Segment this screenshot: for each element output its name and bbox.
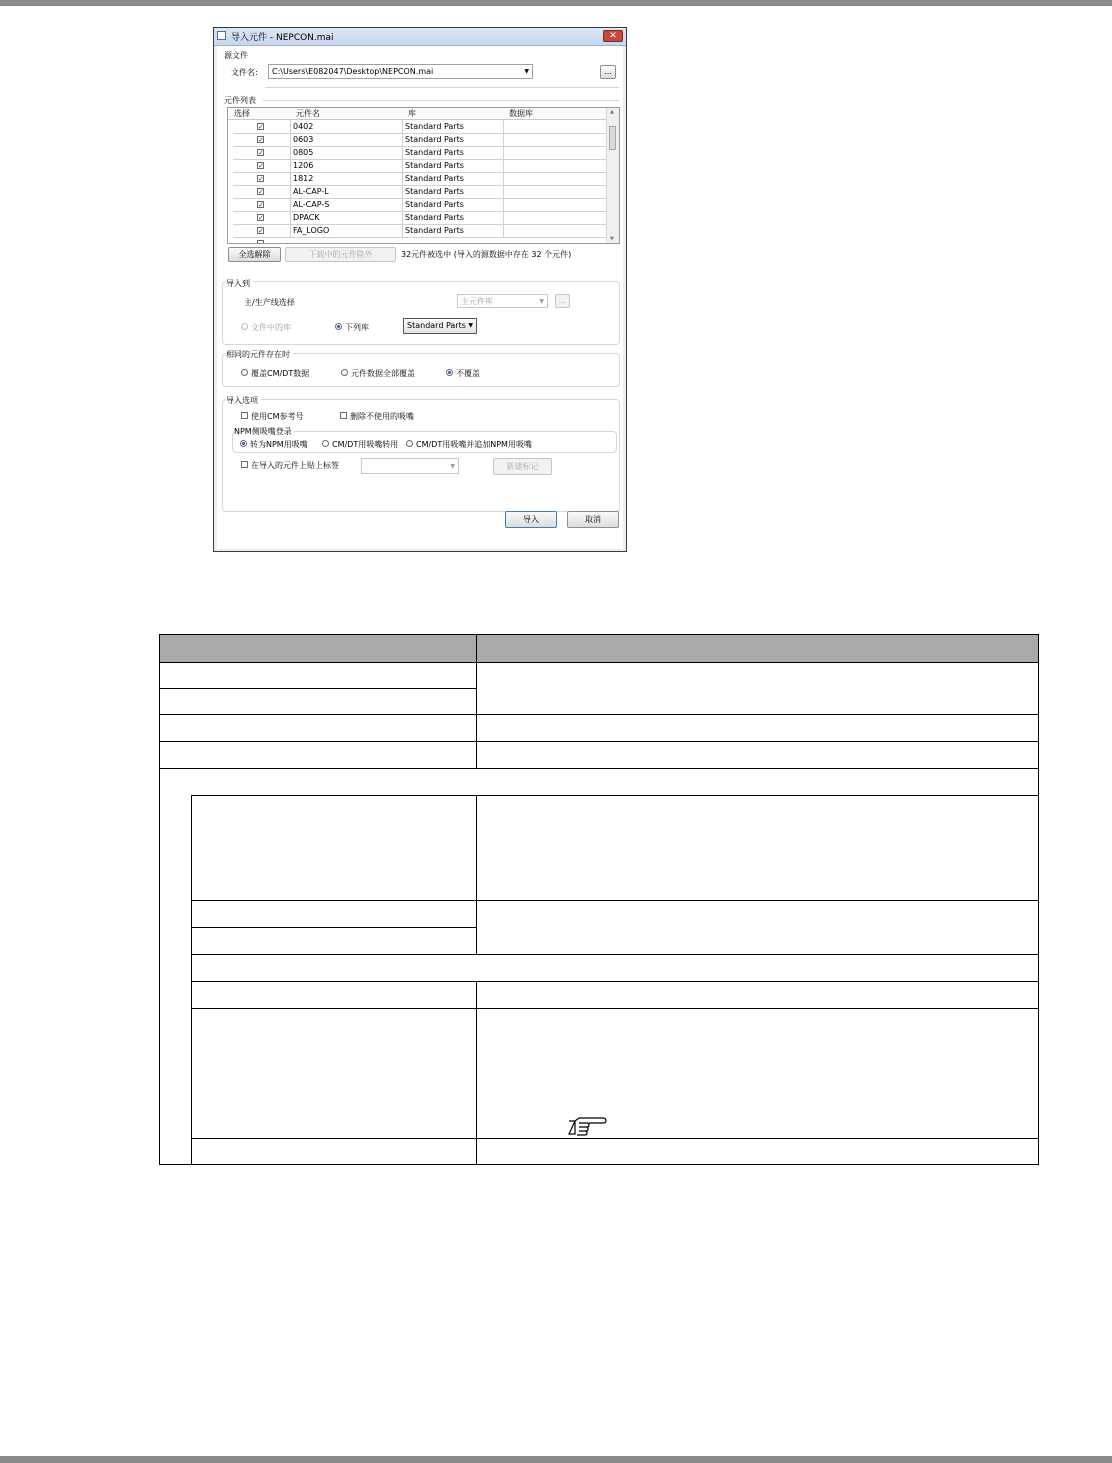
cancel-button[interactable]: 取消 bbox=[567, 511, 619, 528]
row-line bbox=[191, 981, 1038, 982]
indent-divider bbox=[191, 795, 192, 1165]
exclude-selected-button[interactable]: 下载中的元件除外 bbox=[285, 247, 396, 262]
row-line bbox=[191, 900, 1038, 901]
radio-no-overwrite-label: 不覆盖 bbox=[456, 369, 480, 378]
radio-npm-convert-label: 转为NPM用吸嘴 bbox=[250, 440, 308, 449]
row-col-divider bbox=[503, 133, 504, 146]
chevron-down-icon: ▼ bbox=[539, 298, 544, 305]
row-select-checkbox[interactable]: ✓ bbox=[258, 149, 264, 157]
component-list-header bbox=[228, 108, 608, 120]
header-library: 库 bbox=[408, 109, 416, 118]
radio-no-overwrite[interactable] bbox=[446, 369, 453, 376]
master-library-value: 主元件库 bbox=[461, 297, 493, 306]
component-row[interactable] bbox=[233, 237, 606, 244]
browse-master-button[interactable]: ... bbox=[555, 294, 570, 308]
tag-label: 在导入的元件上贴上标签 bbox=[251, 461, 339, 470]
row-col-divider bbox=[503, 224, 504, 237]
component-name-cell: FA_LOGO bbox=[293, 226, 330, 235]
row-col-divider bbox=[290, 198, 291, 211]
dialog-body bbox=[217, 46, 623, 549]
select-all-clear-button[interactable]: 全选解除 bbox=[228, 247, 281, 262]
component-row[interactable] bbox=[233, 198, 606, 212]
radio-following-library[interactable] bbox=[335, 323, 342, 330]
close-button[interactable] bbox=[603, 30, 623, 42]
delete-unused-nozzle-label: 删除不使用的吸嘴 bbox=[350, 412, 414, 421]
scroll-up-icon[interactable]: ▲ bbox=[610, 109, 614, 115]
scroll-down-icon[interactable]: ▼ bbox=[610, 236, 614, 242]
row-line bbox=[160, 741, 1038, 742]
tag-combo[interactable] bbox=[361, 458, 459, 474]
row-col-divider bbox=[290, 146, 291, 159]
row-col-divider bbox=[290, 224, 291, 237]
row-line bbox=[160, 768, 1038, 769]
row-col-divider bbox=[402, 224, 403, 237]
row-select-checkbox[interactable]: ✓ bbox=[258, 201, 264, 209]
new-tag-button[interactable]: 新建标记 bbox=[493, 458, 552, 475]
row-col-divider bbox=[402, 120, 403, 133]
library-cell: Standard Parts bbox=[405, 135, 464, 144]
library-cell: Standard Parts bbox=[405, 161, 464, 170]
row-line bbox=[160, 688, 476, 689]
component-row[interactable] bbox=[233, 172, 606, 186]
dialog-title: 导入元件 - NEPCON.mai bbox=[231, 33, 334, 43]
radio-cm-dt-append[interactable] bbox=[406, 440, 413, 447]
row-select-checkbox[interactable] bbox=[257, 240, 264, 244]
row-line bbox=[191, 795, 1038, 796]
library-cell: Standard Parts bbox=[405, 226, 464, 235]
file-name-label: 文件名: bbox=[231, 68, 258, 77]
reference-table-header bbox=[160, 635, 1038, 663]
component-row[interactable] bbox=[233, 133, 606, 147]
row-col-divider bbox=[503, 211, 504, 224]
close-icon: ✕ bbox=[609, 31, 617, 41]
selection-status: 32元件被选中 (导入的源数据中存在 32 个元件) bbox=[401, 250, 572, 259]
row-col-divider bbox=[402, 133, 403, 146]
chevron-down-icon: ▼ bbox=[450, 463, 455, 470]
use-cm-ref-label: 使用CM参考号 bbox=[251, 412, 304, 421]
radio-npm-convert[interactable] bbox=[240, 440, 247, 447]
component-row[interactable] bbox=[233, 146, 606, 160]
component-row[interactable] bbox=[233, 224, 606, 238]
radio-following-library-label: 下列库 bbox=[345, 323, 369, 332]
chevron-down-icon: ▼ bbox=[468, 322, 473, 329]
row-col-divider bbox=[503, 172, 504, 185]
component-row[interactable] bbox=[233, 185, 606, 199]
header-database: 数据库 bbox=[509, 109, 533, 118]
component-row[interactable] bbox=[233, 211, 606, 225]
row-line bbox=[191, 927, 476, 928]
radio-cm-dt-reuse-label: CM/DT用吸嘴转用 bbox=[332, 440, 399, 449]
bottom-rule bbox=[0, 1456, 1112, 1463]
header-component-name: 元件名 bbox=[296, 109, 320, 118]
component-name-cell: AL-CAP-L bbox=[293, 187, 329, 196]
row-select-checkbox[interactable]: ✓ bbox=[258, 175, 264, 183]
top-rule bbox=[0, 0, 1112, 6]
row-col-divider bbox=[290, 159, 291, 172]
component-list-section-label: 元件列表 bbox=[224, 96, 256, 105]
row-line bbox=[160, 714, 1038, 715]
row-select-checkbox[interactable]: ✓ bbox=[258, 188, 264, 196]
radio-file-library[interactable] bbox=[241, 323, 248, 330]
row-col-divider bbox=[402, 172, 403, 185]
same-component-section-label: 相同的元件存在时 bbox=[226, 349, 293, 360]
component-name-cell: 0603 bbox=[293, 135, 314, 144]
row-select-checkbox[interactable]: ✓ bbox=[258, 162, 264, 170]
source-file-section-label: 源文件 bbox=[224, 51, 248, 60]
row-col-divider bbox=[290, 211, 291, 224]
column-divider bbox=[476, 635, 477, 768]
row-col-divider bbox=[290, 185, 291, 198]
row-col-divider bbox=[402, 211, 403, 224]
chevron-down-icon: ▼ bbox=[524, 68, 529, 75]
pointing-hand-icon bbox=[565, 1115, 607, 1137]
import-to-section-label: 导入到 bbox=[226, 278, 253, 289]
radio-overwrite-all-label: 元件数据全部覆盖 bbox=[351, 369, 415, 378]
import-button[interactable]: 导入 bbox=[505, 511, 557, 528]
tag-checkbox[interactable] bbox=[241, 461, 248, 468]
divider bbox=[265, 87, 619, 88]
row-col-divider bbox=[290, 120, 291, 133]
row-col-divider bbox=[402, 159, 403, 172]
row-select-checkbox[interactable]: ✓ bbox=[258, 136, 264, 144]
row-col-divider bbox=[290, 172, 291, 185]
row-col-divider bbox=[503, 146, 504, 159]
row-select-checkbox[interactable]: ✓ bbox=[258, 123, 264, 131]
use-cm-ref-checkbox[interactable] bbox=[241, 412, 248, 419]
row-col-divider bbox=[402, 185, 403, 198]
browse-file-button[interactable]: ... bbox=[600, 65, 616, 79]
row-select-checkbox[interactable]: ✓ bbox=[258, 227, 264, 235]
column-divider bbox=[476, 795, 477, 954]
library-cell: Standard Parts bbox=[405, 122, 464, 131]
row-col-divider bbox=[503, 185, 504, 198]
component-name-cell: AL-CAP-S bbox=[293, 200, 330, 209]
import-options-section-label: 导入选项 bbox=[226, 395, 261, 406]
library-cell: Standard Parts bbox=[405, 148, 464, 157]
component-list-table[interactable] bbox=[227, 107, 620, 244]
row-select-checkbox[interactable]: ✓ bbox=[258, 214, 264, 222]
component-name-cell: 0402 bbox=[293, 122, 314, 131]
header-select: 选择 bbox=[234, 109, 250, 118]
row-col-divider bbox=[503, 159, 504, 172]
row-col-divider bbox=[503, 198, 504, 211]
delete-unused-nozzle-checkbox[interactable] bbox=[340, 412, 347, 419]
row-col-divider bbox=[503, 120, 504, 133]
import-to-group bbox=[222, 281, 620, 345]
library-cell: Standard Parts bbox=[405, 174, 464, 183]
component-name-cell: 1812 bbox=[293, 174, 314, 183]
list-scrollbar[interactable] bbox=[606, 108, 619, 243]
radio-file-library-label: 文件中的库 bbox=[251, 323, 291, 332]
component-name-cell: 1206 bbox=[293, 161, 314, 170]
component-row[interactable] bbox=[233, 120, 606, 134]
row-line bbox=[191, 954, 1038, 955]
radio-overwrite-cm-dt[interactable] bbox=[241, 369, 248, 376]
app-icon bbox=[217, 31, 226, 40]
radio-cm-dt-reuse[interactable] bbox=[322, 440, 329, 447]
radio-overwrite-cm-dt-label: 覆盖CM/DT数据 bbox=[251, 369, 310, 378]
reference-table bbox=[159, 634, 1039, 1165]
title-bar[interactable] bbox=[214, 28, 626, 46]
row-line bbox=[191, 1138, 1038, 1139]
component-name-cell: 0805 bbox=[293, 148, 314, 157]
file-path-combo[interactable] bbox=[268, 64, 533, 79]
divider bbox=[263, 100, 619, 101]
npm-nozzle-label: NPM侧吸嘴登录 bbox=[234, 427, 292, 436]
row-col-divider bbox=[402, 198, 403, 211]
master-line-label: 主/生产线选择 bbox=[244, 298, 295, 307]
library-cell: Standard Parts bbox=[405, 187, 464, 196]
component-row[interactable] bbox=[233, 159, 606, 173]
radio-overwrite-all[interactable] bbox=[341, 369, 348, 376]
component-name-cell: DPACK bbox=[293, 213, 320, 222]
library-select-value: Standard Parts bbox=[407, 321, 466, 330]
library-select[interactable] bbox=[403, 318, 477, 334]
library-cell: Standard Parts bbox=[405, 213, 464, 222]
row-line bbox=[191, 1008, 1038, 1009]
master-library-combo[interactable] bbox=[457, 294, 548, 308]
radio-cm-dt-append-label: CM/DT用吸嘴并追加NPM用吸嘴 bbox=[416, 440, 532, 449]
import-components-dialog bbox=[213, 27, 627, 552]
row-col-divider bbox=[402, 146, 403, 159]
row-col-divider bbox=[290, 133, 291, 146]
scroll-thumb[interactable] bbox=[609, 126, 616, 150]
library-cell: Standard Parts bbox=[405, 200, 464, 209]
file-path-value: C:\Users\E082047\Desktop\NEPCON.mai bbox=[272, 67, 434, 76]
